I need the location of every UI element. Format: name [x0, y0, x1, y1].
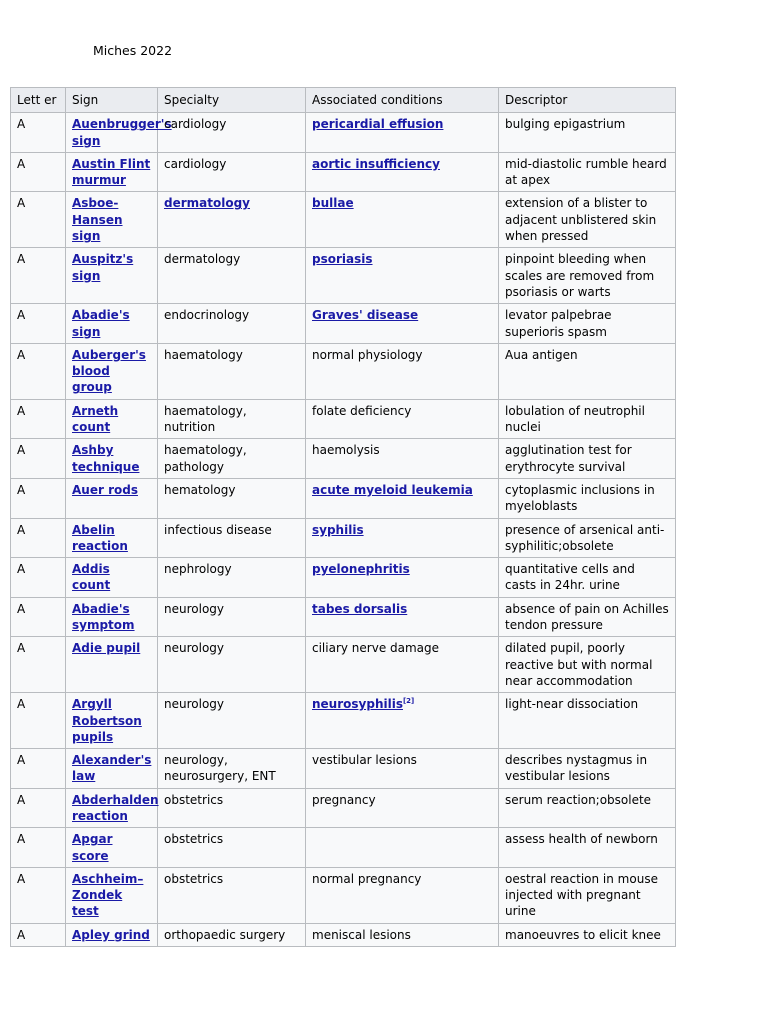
- table-row: [11, 248, 676, 304]
- descriptor-cell: levator palpebrae superioris spasm: [499, 304, 676, 344]
- sign-link[interactable]: Arneth count: [72, 403, 119, 435]
- table-header-row: [11, 88, 676, 113]
- header-letter: Lett er: [11, 88, 66, 113]
- specialty-cell: haematology, nutrition: [158, 399, 306, 439]
- descriptor-cell: extension of a blister to adjacent unblistered skin when pressed: [499, 192, 676, 248]
- specialty-cell: infectious disease: [158, 518, 306, 558]
- letter-cell: A: [11, 192, 66, 248]
- sign-link[interactable]: Austin Flint murmur: [72, 156, 151, 188]
- condition-cell: [306, 113, 499, 153]
- sign-cell: [66, 343, 158, 399]
- specialty-cell: orthopaedic surgery: [158, 923, 306, 946]
- table-row: [11, 152, 676, 192]
- descriptor-cell: cytoplasmic inclusions in myeloblasts: [499, 478, 676, 518]
- descriptor-cell: oestral reaction in mouse injected with pregnant urine: [499, 867, 676, 923]
- letter-cell: A: [11, 828, 66, 868]
- specialty-cell: cardiology: [158, 113, 306, 153]
- condition-link[interactable]: Graves' disease: [312, 308, 419, 323]
- descriptor-cell: serum reaction;obsolete: [499, 788, 676, 828]
- letter-cell: A: [11, 867, 66, 923]
- specialty-cell: obstetrics: [158, 867, 306, 923]
- descriptor-cell: bulging epigastrium: [499, 113, 676, 153]
- sign-cell: [66, 439, 158, 479]
- descriptor-cell: assess health of newborn: [499, 828, 676, 868]
- table-row: [11, 828, 676, 868]
- descriptor-cell: absence of pain on Achilles tendon pressure: [499, 597, 676, 637]
- descriptor-cell: agglutination test for erythrocyte survival: [499, 439, 676, 479]
- letter-cell: A: [11, 343, 66, 399]
- letter-cell: A: [11, 439, 66, 479]
- sign-link[interactable]: Abderhalden reaction: [72, 792, 159, 823]
- specialty-cell: dermatology: [158, 248, 306, 304]
- condition-link[interactable]: syphilis: [312, 522, 364, 537]
- sign-cell: [66, 304, 158, 344]
- condition-cell: [306, 828, 499, 868]
- sign-link[interactable]: Apley grind: [72, 927, 150, 942]
- sign-link[interactable]: Argyll Robertson pupils: [72, 697, 142, 744]
- specialty-cell: cardiology: [158, 152, 306, 192]
- sign-cell: [66, 518, 158, 558]
- sign-link[interactable]: Auer rods: [72, 482, 138, 497]
- condition-cell: [306, 478, 499, 518]
- table-row: [11, 923, 676, 946]
- sign-cell: [66, 597, 158, 637]
- descriptor-cell: manoeuvres to elicit knee: [499, 923, 676, 946]
- descriptor-cell: Aua antigen: [499, 343, 676, 399]
- sign-link[interactable]: Auberger's blood group: [72, 347, 146, 395]
- table-row: [11, 343, 676, 399]
- descriptor-cell: lobulation of neutrophil nuclei: [499, 399, 676, 439]
- sign-cell: [66, 637, 158, 693]
- table-row: [11, 693, 676, 749]
- sign-link[interactable]: Addis count: [72, 562, 111, 593]
- letter-cell: A: [11, 558, 66, 598]
- letter-cell: A: [11, 399, 66, 439]
- specialty-cell: neurology: [158, 693, 306, 749]
- sign-link[interactable]: Auspitz's sign: [72, 252, 134, 283]
- letter-cell: A: [11, 248, 66, 304]
- sign-link[interactable]: Auenbrugger's sign: [72, 117, 172, 148]
- condition-cell: ciliary nerve damage: [306, 637, 499, 693]
- descriptor-cell: light-near dissociation: [499, 693, 676, 749]
- letter-cell: A: [11, 478, 66, 518]
- sign-link[interactable]: Alexander's law: [72, 753, 152, 784]
- citation-superscript[interactable]: [2]: [402, 697, 415, 706]
- table-row: [11, 399, 676, 439]
- table-row: [11, 304, 676, 344]
- sign-link[interactable]: Abelin reaction: [72, 522, 128, 553]
- medical-signs-table: [10, 87, 676, 947]
- sign-cell: [66, 478, 158, 518]
- sign-cell: [66, 923, 158, 946]
- sign-cell: [66, 788, 158, 828]
- condition-cell: haemolysis: [306, 439, 499, 479]
- sign-cell: [66, 113, 172, 153]
- letter-cell: A: [11, 597, 66, 637]
- condition-cell: vestibular lesions: [306, 749, 499, 789]
- condition-cell: meniscal lesions: [306, 923, 499, 946]
- sign-link[interactable]: Abadie's symptom: [72, 601, 135, 633]
- specialty-cell: obstetrics: [158, 788, 306, 828]
- table-row: [11, 518, 676, 558]
- sign-cell: [66, 828, 158, 868]
- condition-cell: [306, 192, 499, 248]
- specialty-cell: haematology, pathology: [158, 439, 306, 479]
- letter-cell: A: [11, 113, 66, 153]
- header-sign: Sign: [66, 88, 158, 113]
- table-row: [11, 478, 676, 518]
- letter-cell: A: [11, 693, 66, 749]
- table-row: [11, 558, 676, 598]
- sign-link[interactable]: Abadie's sign: [72, 308, 130, 339]
- letter-cell: A: [11, 923, 66, 946]
- condition-cell: [306, 248, 499, 304]
- sign-link[interactable]: Asboe-Hansen sign: [72, 196, 123, 244]
- letter-cell: A: [11, 518, 66, 558]
- table-row: [11, 192, 676, 248]
- condition-cell: [306, 152, 499, 192]
- specialty-cell: neurology: [158, 597, 306, 637]
- condition-cell: [306, 558, 499, 598]
- table-row: [11, 749, 676, 789]
- descriptor-cell: dilated pupil, poorly reactive but with normal near accommodation: [499, 637, 676, 693]
- condition-cell: [306, 693, 499, 749]
- condition-link[interactable]: bullae: [312, 196, 354, 211]
- table-row: [11, 867, 676, 923]
- descriptor-cell: describes nystagmus in vestibular lesions: [499, 749, 676, 789]
- specialty-cell: nephrology: [158, 558, 306, 598]
- specialty-cell: [158, 192, 306, 248]
- table-row: [11, 439, 676, 479]
- letter-cell: A: [11, 152, 66, 192]
- letter-cell: A: [11, 637, 66, 693]
- condition-link[interactable]: pyelonephritis: [312, 562, 410, 577]
- document-header: Miches 2022: [93, 43, 173, 58]
- sign-link[interactable]: Apgar score: [72, 832, 113, 863]
- sign-link[interactable]: Aschheim–Zondek test: [72, 871, 144, 919]
- specialty-link[interactable]: dermatology: [164, 196, 250, 211]
- descriptor-cell: presence of arsenical anti-syphilitic;obsolete: [499, 518, 676, 558]
- sign-cell: [66, 192, 158, 248]
- sign-cell: [66, 399, 158, 439]
- condition-cell: pregnancy: [306, 788, 499, 828]
- specialty-cell: hematology: [158, 478, 306, 518]
- header-descriptor: Descriptor: [499, 88, 676, 113]
- condition-cell: folate deficiency: [306, 399, 499, 439]
- specialty-cell: endocrinology: [158, 304, 306, 344]
- sign-cell: [66, 749, 158, 789]
- descriptor-cell: quantitative cells and casts in 24hr. urine: [499, 558, 676, 598]
- sign-cell: [66, 867, 158, 923]
- condition-cell: normal pregnancy: [306, 867, 499, 923]
- letter-cell: A: [11, 749, 66, 789]
- specialty-cell: obstetrics: [158, 828, 306, 868]
- table-row: [11, 637, 676, 693]
- sign-cell: [66, 558, 158, 598]
- condition-link[interactable]: tabes dorsalis: [312, 601, 408, 616]
- condition-link[interactable]: aortic insufficiency: [312, 156, 440, 171]
- sign-link[interactable]: Ashby technique: [72, 443, 140, 474]
- condition-link[interactable]: neurosyphilis: [312, 697, 403, 712]
- descriptor-cell: mid-diastolic rumble heard at apex: [499, 152, 676, 192]
- sign-cell: [66, 152, 158, 192]
- sign-link[interactable]: Adie pupil: [72, 641, 141, 656]
- specialty-cell: haematology: [158, 343, 306, 399]
- descriptor-cell: pinpoint bleeding when scales are removed from psoriasis or warts: [499, 248, 676, 304]
- condition-cell: [306, 304, 499, 344]
- sign-cell: [66, 693, 158, 749]
- condition-link[interactable]: pericardial effusion: [312, 117, 444, 132]
- condition-link[interactable]: acute myeloid leukemia: [312, 482, 473, 497]
- letter-cell: A: [11, 304, 66, 344]
- letter-cell: A: [11, 788, 66, 828]
- header-conditions: Associated conditions: [306, 88, 499, 113]
- condition-link[interactable]: psoriasis: [312, 252, 373, 267]
- table-row: [11, 788, 676, 828]
- condition-cell: [306, 518, 499, 558]
- table-body: [11, 113, 676, 947]
- header-specialty: Specialty: [158, 88, 306, 113]
- condition-cell: normal physiology: [306, 343, 499, 399]
- condition-cell: [306, 597, 499, 637]
- table-row: [11, 597, 676, 637]
- specialty-cell: neurology: [158, 637, 306, 693]
- sign-cell: [66, 248, 158, 304]
- specialty-cell: neurology, neurosurgery, ENT: [158, 749, 306, 789]
- table-row: [11, 113, 676, 153]
